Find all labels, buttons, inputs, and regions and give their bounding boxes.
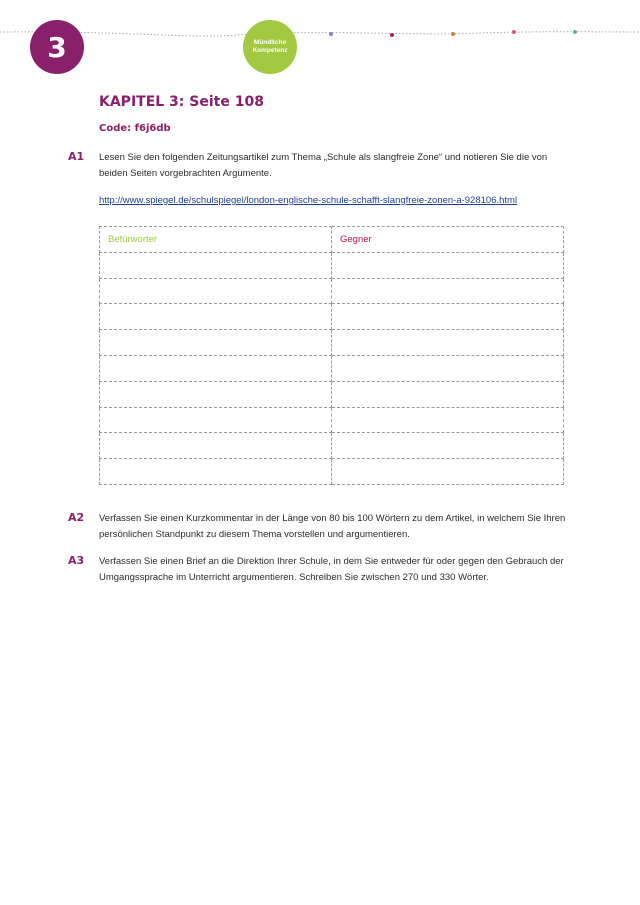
table-row	[100, 381, 564, 407]
task-label-a1: A1	[68, 150, 85, 163]
table-row	[100, 304, 564, 330]
competence-badge-line1: Mündliche	[253, 38, 287, 46]
table-row	[100, 407, 564, 433]
competence-badge	[243, 20, 297, 74]
competence-badge-line2: Kompetenz	[252, 47, 288, 54]
table-row	[100, 278, 564, 304]
page-title: KAPITEL 3: Seite 108	[99, 94, 264, 110]
access-code: Code: f6j6db	[99, 123, 171, 134]
befuerworter-cell[interactable]	[100, 381, 332, 407]
befuerworter-cell[interactable]	[100, 278, 332, 304]
gegner-cell[interactable]	[332, 407, 564, 433]
gegner-cell[interactable]	[332, 330, 564, 356]
table-row	[100, 433, 564, 459]
gegner-cell[interactable]	[332, 459, 564, 485]
table-header-row	[100, 227, 564, 253]
table-row	[100, 330, 564, 356]
task-label-a3: A3	[68, 554, 85, 567]
befuerworter-cell[interactable]	[100, 330, 332, 356]
decor-dot	[573, 30, 577, 34]
gegner-cell[interactable]	[332, 252, 564, 278]
chapter-number-badge: 3	[30, 20, 84, 74]
table-row	[100, 355, 564, 381]
gegner-cell[interactable]	[332, 433, 564, 459]
task-text-a1: Lesen Sie den folgenden Zeitungsartikel zum Thema „Schule als slangfreie Zone“ und notieren Sie die von beiden Seiten vorgebrachten Argumente.	[99, 152, 548, 179]
befuerworter-cell[interactable]	[100, 433, 332, 459]
befuerworter-cell[interactable]	[100, 304, 332, 330]
decor-dot	[390, 33, 394, 37]
befuerworter-cell[interactable]	[100, 407, 332, 433]
gegner-cell[interactable]	[332, 355, 564, 381]
befuerworter-cell[interactable]	[100, 252, 332, 278]
header-dotted-line	[0, 0, 640, 40]
gegner-cell[interactable]	[332, 278, 564, 304]
decor-dot	[329, 32, 333, 36]
article-link[interactable]: http://www.spiegel.de/schulspiegel/london-englische-schule-schafft-slangfreie-zonen-a-928106.html	[99, 195, 518, 206]
befuerworter-cell[interactable]	[100, 459, 332, 485]
gegner-cell[interactable]	[332, 381, 564, 407]
decor-dot	[451, 32, 455, 36]
table-row	[100, 459, 564, 485]
column-header-befuerworter: Befürworter	[100, 227, 332, 253]
task-text-a2: Verfassen Sie einen Kurzkommentar in der Länge von 80 bis 100 Wörtern zu dem Artikel, in welchem Sie Ihren persönlichen Standpunkt zu diesem Thema vorstellen und argumentieren.	[99, 513, 566, 540]
argument-table	[99, 226, 564, 485]
table-body	[100, 252, 564, 484]
gegner-cell[interactable]	[332, 304, 564, 330]
befuerworter-cell[interactable]	[100, 355, 332, 381]
task-text-a3: Verfassen Sie einen Brief an die Direktion Ihrer Schule, in dem Sie entweder für oder gegen den Gebrauch der Umgangssprache im Unterricht argumentieren. Schreiben Sie zwischen 270 und 330 Wörter.	[99, 556, 564, 583]
table-row	[100, 252, 564, 278]
task-label-a2: A2	[68, 511, 85, 524]
column-header-gegner: Gegner	[332, 227, 564, 253]
decor-dot	[512, 30, 516, 34]
